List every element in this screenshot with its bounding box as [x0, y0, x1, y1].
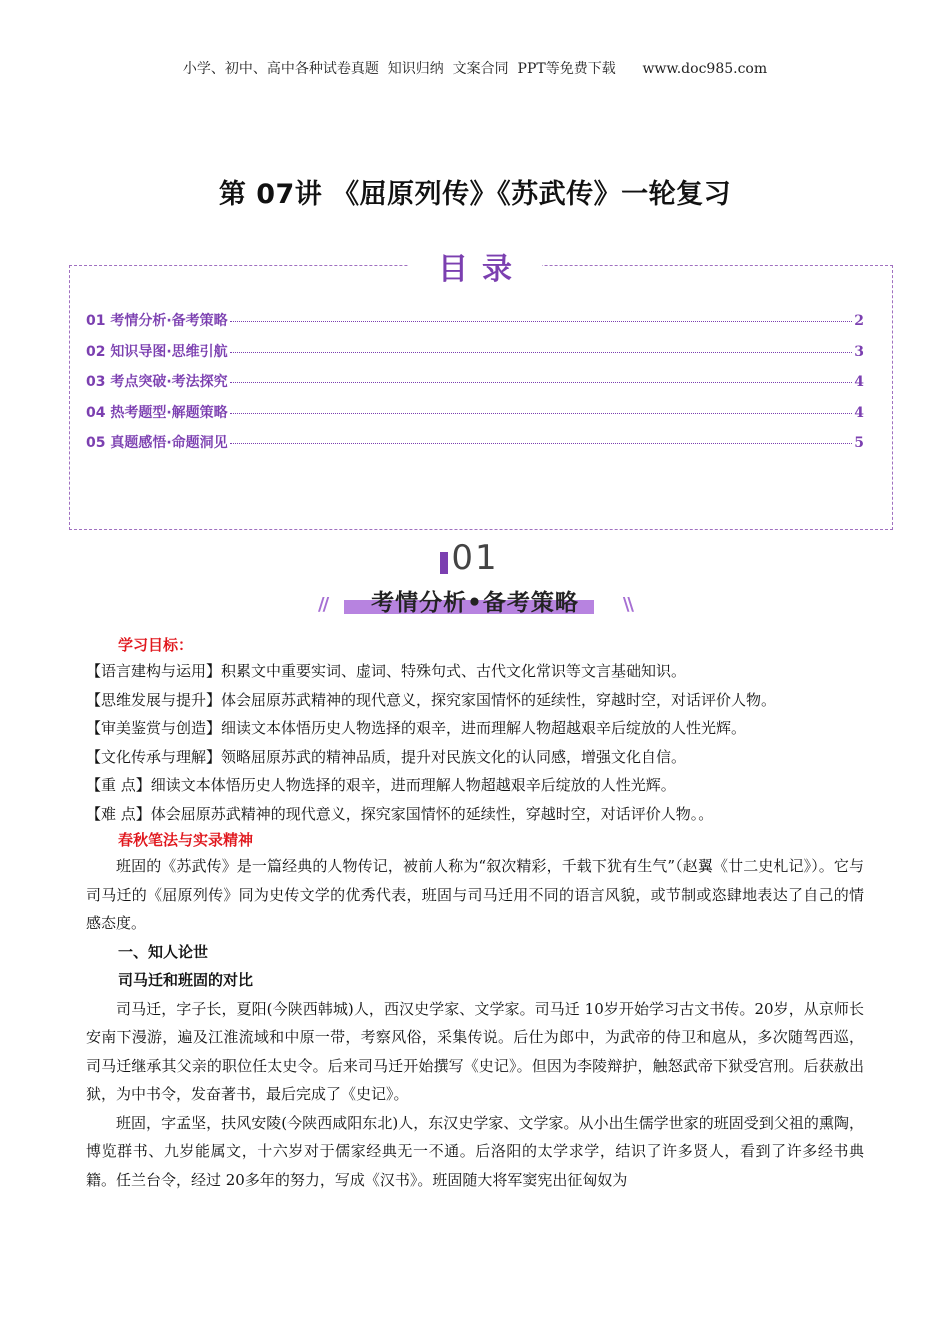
toc-item-label: 04 热考题型·解题策略	[86, 404, 228, 421]
slash-decor-right-icon: \\	[622, 594, 632, 615]
toc-leader-dots	[230, 352, 853, 353]
site-header: 小学、初中、高中各种试卷真题 知识归纳 文案合同 PPT等免费下载 www.doc985.com	[182, 61, 768, 77]
objective-line: 【文化传承与理解】领略屈原苏武的精神品质，提升对民族文化的认同感，增强文化自信。	[86, 747, 687, 766]
main-content	[86, 633, 864, 1194]
toc-list	[86, 310, 864, 463]
toc-item[interactable]	[86, 341, 864, 372]
intro-paragraph: 班固的《苏武传》是一篇经典的人物传记，被前人称为“叙次精彩，千载下犹有生气”（赵翼《廿二史札记》）。它与司马迁的《屈原列传》同为史传文学的优秀代表，班固与司马迁用不同的语言风貌，或节制或恣肆地表达了自己的情感态度。	[86, 857, 864, 932]
toc-heading	[0, 244, 950, 288]
toc-item-label: 02 知识导图·思维引航	[86, 343, 228, 360]
section-number: 01	[451, 538, 499, 578]
objective-line: 【审美鉴赏与创造】细读文本体悟历史人物选择的艰辛，进而理解人物超越艰辛后绽放的人性光辉。	[86, 719, 747, 737]
toc-item[interactable]	[86, 371, 864, 402]
section-one-heading: 一、知人论世	[118, 942, 209, 961]
toc-item-page: 4	[854, 374, 864, 390]
toc-item[interactable]	[86, 402, 864, 433]
toc-item-label: 05 真题感悟·命题洞见	[86, 435, 228, 451]
toc-heading-text: 目录	[408, 244, 542, 288]
toc-item-page: 5	[854, 435, 864, 451]
sima-qian-paragraph: 司马迁，字子长，夏阳(今陕西韩城)人，西汉史学家、文学家。司马迁 10岁开始学习古文书传。20岁，从京师长安南下漫游，遍及江淮流域和中原一带，考察风俗，采集传说。后仕为郎中，为武帝的侍卫和扈从，多次随驾西巡，司马迁继承其父亲的职位任太史令。后来司马迁开始撰写《史记》。但因为李陵辩护，触怒武帝下狱受宫刑。后获赦出狱，为中书令，发奋著书，最后完成了《史记》。	[86, 999, 864, 1103]
page-title: 第 07讲 《屈原列传》《苏武传》一轮复习	[218, 179, 732, 210]
toc-leader-dots	[230, 413, 853, 414]
toc-item-page: 2	[854, 313, 864, 329]
objective-line: 【思维发展与提升】体会屈原苏武精神的现代意义，探究家国情怀的延续性，穿越时空，对话评价人物。	[86, 690, 777, 709]
toc-leader-dots	[230, 382, 853, 383]
spirit-heading: 春秋笔法与实录精神	[118, 831, 254, 849]
toc-item-page: 4	[854, 404, 864, 421]
ban-gu-paragraph: 班固，字孟坚，扶风安陵(今陕西咸阳东北)人，东汉史学家、文学家。从小出生儒学世家的班固受到父祖的熏陶，博览群书、九岁能属文，十六岁对于儒家经典无一不通。后洛阳的太学求学，结识了许多贤人，看到了许多经书典籍。任兰台令，经过 20多年的努力，写成《汉书》。班固随大将军窦宪出征匈奴为	[86, 1113, 864, 1189]
toc-leader-dots	[230, 321, 853, 322]
toc-item-label: 01 考情分析·备考策略	[86, 313, 228, 329]
toc-item-page: 3	[854, 343, 864, 360]
objectives-heading: 学习目标：	[118, 636, 194, 654]
toc-item-label: 03 考点突破·考法探究	[86, 374, 228, 390]
toc-item[interactable]	[86, 310, 864, 341]
section-badge	[312, 538, 638, 622]
objective-line: 【重 点】细读文本体悟历史人物选择的艰辛，进而理解人物超越艰辛后绽放的人性光辉。	[86, 776, 676, 794]
toc-leader-dots	[230, 443, 853, 444]
objective-line: 【难 点】体会屈原苏武精神的现代意义，探究家国情怀的延续性，穿越时空，对话评价人物。。	[86, 804, 714, 823]
compare-heading: 司马迁和班固的对比	[118, 971, 254, 989]
slash-decor-left-icon: //	[318, 594, 328, 615]
objective-line: 【语言建构与运用】积累文中重要实词、虚词、特殊句式、古代文化常识等文言基础知识。	[86, 662, 687, 680]
section-label: 考情分析•备考策略	[371, 590, 579, 616]
toc-item[interactable]	[86, 432, 864, 463]
